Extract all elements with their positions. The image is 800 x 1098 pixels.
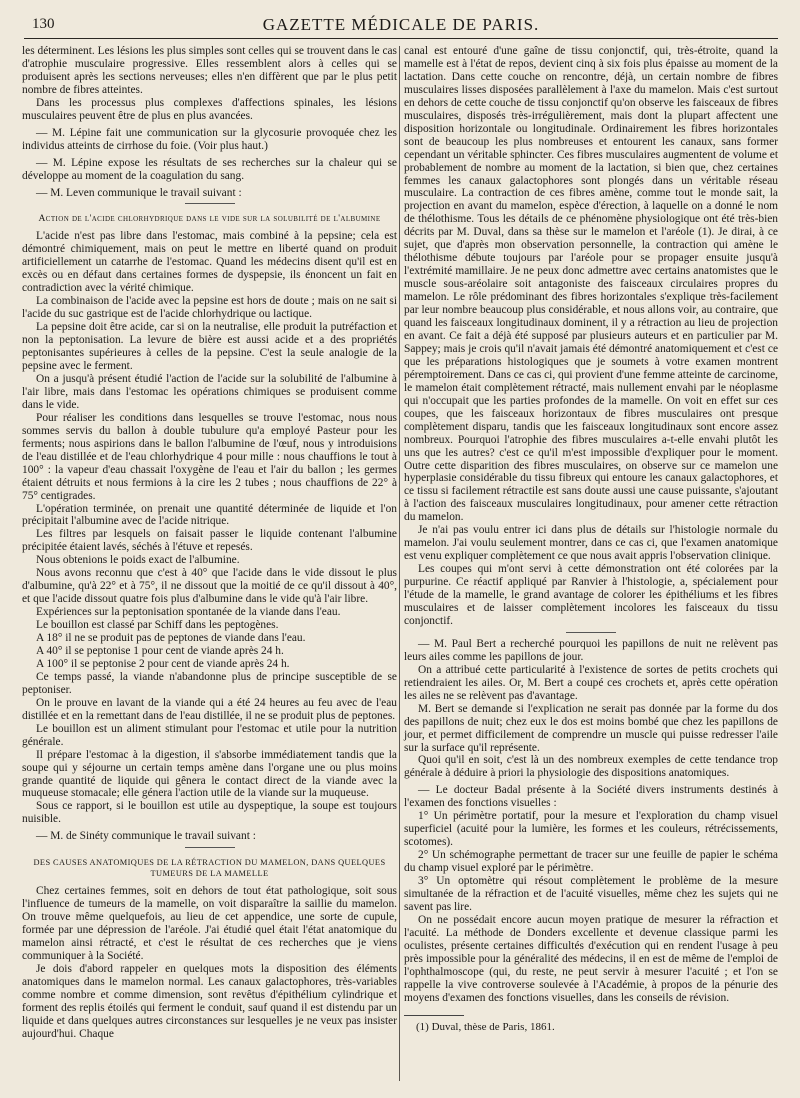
section-title: Action de l'acide chlorhydrique dans le vide sur la solubilité de l'albumine bbox=[38, 213, 381, 225]
paragraph: M. Bert se demande si l'explication ne serait pas donnée par la forme du dos des papillons de nuit; chez eux le dos est moins bombé que chez les papillons de jour, et permet difficilement de comprendre un muscle qui puisse redresser l'aile sur la surface qu'il représente. bbox=[404, 702, 778, 754]
paragraph: — M. Paul Bert a recherché pourquoi les papillons de nuit ne relèvent pas leurs ailes comme les papillons de jour. bbox=[404, 637, 778, 663]
journal-title: GAZETTE MÉDICALE DE PARIS. bbox=[262, 15, 540, 34]
separator bbox=[185, 203, 235, 204]
paragraph: On a jusqu'à présent étudié l'action de l'acide sur la solubilité de l'albumine à l'air libre, mais dans l'estomac les opérations chimiques se produisent comme dans le vide. bbox=[22, 372, 397, 411]
paragraph: Nous obtenions le poids exact de l'albumine. bbox=[36, 554, 240, 567]
left-column bbox=[22, 45, 397, 1041]
paragraph: 3° Un optomètre qui résout complètement le problème de la mesure simultanée de la réfraction et de l'acuité visuelles, même chez les sujets qui ne savent pas lire. bbox=[404, 875, 778, 913]
paragraph: 2° Un schémographe permettant de tracer sur une feuille de papier le schéma du champ visuel exploré par le périmètre. bbox=[404, 849, 778, 875]
paragraph: La pepsine doit être acide, car si on la neutralise, elle produit la putréfaction et non la peptonisation. La levure de bière est aussi acide et a des propriétés peptonisantes supérieures à celles de la pepsine. C'est la seule analogie de la pepsine avec le ferment. bbox=[22, 321, 397, 373]
paragraph: Les coupes qui m'ont servi à cette démonstration ont été colorées par la purpurine. Ce réactif appliqué par Ranvier à l'histologie, a, spécialement pour l'étude de la mamelle, le grand avantage de colorer les épithéliums et les fibres musculaires et de laisser complètement incolores les faisceaux du tissu conjonctif. bbox=[404, 563, 778, 627]
paragraph: — M. Leven communique le travail suivant : bbox=[36, 186, 242, 199]
footnote: (1) Duval, thèse de Paris, 1861. bbox=[416, 1020, 555, 1033]
paragraph: On a attribué cette particularité à l'existence de sortes de petits crochets qui retiendraient les ailes. Or, M. Bert a coupé ces crochets et, après cette opération les ailes ne se relèvent pas d'avantage. bbox=[404, 663, 778, 702]
footnote-rule bbox=[404, 1015, 464, 1016]
paragraph: Expériences sur la peptonisation spontanée de la viande dans l'eau. bbox=[36, 606, 341, 619]
separator bbox=[185, 847, 235, 848]
paragraph: Nous avons reconnu que c'est à 40° que l'acide dans le vide dissout le plus d'albumine, qu'à 22° et à 75°, il ne dissout que la moitié de ce qu'il dissout à 40°, et que l'acide dissout quatre fois plus d'albumine dans le vide qu'à l'air libre. bbox=[22, 567, 397, 606]
paragraph: Dans les processus plus complexes d'affections spinales, les lésions musculaires peuvent être de plus en plus avancées. bbox=[22, 96, 397, 122]
paragraph: L'acide n'est pas libre dans l'estomac, mais combiné à la pepsine; cela est démontré chimiquement, mais on peut le mettre en liberté quand on produit artificiellement un catarrhe de l'estomac. Quand les médecins disent qu'il est en excès ou en défaut dans certaines formes de dyspepsie, ils énoncent un fait en contradiction avec la vérité chimique. bbox=[22, 230, 397, 295]
paragraph: — M. Lépine expose les résultats de ses recherches sur la chaleur qui se développe au moment de la coagulation du sang. bbox=[22, 156, 397, 182]
paragraph: Je n'ai pas voulu entrer ici dans plus de détails sur l'histologie normale du mamelon. J'ai voulu seulement montrer, dans ce cas ci, que l'examen anatomique est venu expliquer complètement ce que nous avait appris l'observation clinique. bbox=[404, 524, 778, 563]
paragraph: Chez certaines femmes, soit en dehors de tout état pathologique, soit sous l'influence de tumeurs de la mamelle, on voit disparaître la saillie du mamelon. On trouve même quelquefois, au lieu de cet appendice, une sorte de cupule, formée par une dépression de l'aréole. J'ai étudié quel était l'état anatomique du mamelon ainsi rétracté, et c'est le résultat de ces recherches que je viens communiquer à la Société. bbox=[22, 885, 397, 963]
paragraph: — M. de Sinéty communique le travail suivant : bbox=[36, 830, 256, 843]
page-header bbox=[24, 14, 778, 39]
paragraph: Sous ce rapport, si le bouillon est utile au dyspeptique, la soupe est toujours nuisible. bbox=[22, 800, 397, 826]
right-column bbox=[404, 45, 778, 1034]
paragraph: Ce temps passé, la viande n'abandonne plus de principe susceptible de se peptoniser. bbox=[22, 670, 397, 696]
paragraph: canal est entouré d'une gaîne de tissu conjonctif, qui, très-étroite, quand la mamelle est à l'état de repos, devient cinq à six fois plus épaisse au moment de la lactation. Dans cette couche on rencontre, déjà, un certain nombre de fibres musculaires lisses disposées parallèlement à l'axe du mamelon. Mais c'est surtout en dehors de cette couche de tissu conjonctif qu'on observe les faisceaux de fibres musculaires, disposés très-irrégulièrement, mais dont la plupart affectent une disposition horizontale ou longitudinale. Ordinairement les fibres horizontales sont de beaucoup les plus nombreuses et entourent les canaux, sans former cependant un véritable sphincter. Ces fibres musculaires augmentent de volume et probablement de nombre au moment de la lactation, si bien que, chez certaines femmes les canaux galactophores sont plongés dans un véritable réseau musculaire. La contraction de ces fibres amène, comme tout le monde sait, la projection en avant du mamelon, espèce d'érection, à laquelle on a donné le nom de thélothisme. Tous les détails de ce phénomène physiologique ont été très-bien décrits par M. Duval, dans sa thèse sur le mamelon et l'aréole (1). Je dirai, à ce sujet, que d'après mon observation personnelle, la contraction qui amène le thélothisme débute toujours par l'aréole pour se propager ensuite jusqu'à l'extrémité mamillaire. Je ne peux donc admettre avec certains anatomistes que le muscle sous-aréolaire soit antagoniste des faisceaux circulaires propres du mamelon. Le rôle prédominant des fibres horizontales s'explique très-facilement par leur nombre beaucoup plus considérable, et nous allons voir, au contraire, que quand les faisceaux longitudinaux dominent, il y a rétraction au lieu de projection en avant. Ce fait a déjà été supposé par plusieurs auteurs et en particulier par M. Sappey; mais je crois qu'il n'avait jamais été démontré anatomiquement et c'est ce que les préparations histologiques que je soumets à votre examen montrent péremptoirement. Dans ce cas ci, qui provient d'une femme atteinte de carcinome, le mamelon était complètement rétracté, mais nullement envahi par le néoplasme qui n'occupait que les parties profondes de la mamelle. On voit en effet sur ces coupes, que les faisceaux horizontaux de fibres musculaires ont presque complètement disparu, tandis que les faisceaux longitudinaux sont encore assez nombreux. Pourquoi l'atrophie des fibres musculaires a-t-elle envahi plutôt les uns que les autres? c'est ce qu'il m'est impossible d'expliquer pour le moment. Outre cette disparition des fibres musculaires, on observe sur ce mamelon une hyperplasie considérable du tissu fibreux qui entoure les canaux galactophores, et ce tissu si facilement rétractile est sans doute aussi une cause puissante, s'ajoutant à l'action des faisceaux musculaires longitudinaux, pour amener cette rétraction du mamelon. bbox=[404, 45, 778, 524]
paragraph: Je dois d'abord rappeler en quelques mots la disposition des éléments anatomiques dans le mamelon normal. Les canaux galactophores, très-variables comme nombre et comme dimension, sont revêtus d'épithélium cylindrique et forment des replis étoilés qui ferment le conduit, sauf quand il est distendu par un liquide et dans quelques autres circonstances sur lesquelles je ne veux pas insister aujourd'hui. Chaque bbox=[22, 963, 397, 1040]
paragraph: les déterminent. Les lésions les plus simples sont celles qui se trouvent dans le cas d'atrophie musculaire progressive. Elles ressemblent alors à celles qui se produisent après les sections nerveuses; elles n'en diffèrent que par le plus petit nombre de fibres atteintes. bbox=[22, 45, 397, 96]
separator bbox=[566, 632, 616, 633]
page-number: 130 bbox=[32, 16, 55, 32]
paragraph: — M. Lépine fait une communication sur la glycosurie provoquée chez les individus atteints de cirrhose du foie. (Voir plus haut.) bbox=[22, 126, 397, 152]
paragraph: L'opération terminée, on prenait une quantité déterminée de liquide et l'on précipitait l'albumine avec de l'acide nitrique. bbox=[22, 502, 397, 528]
paragraph: La combinaison de l'acide avec la pepsine est hors de doute ; mais on ne sait si l'acide du suc gastrique est de l'acide chlorhydrique ou lactique. bbox=[22, 295, 397, 321]
paragraph: Le bouillon est classé par Schiff dans les peptogènes. bbox=[36, 619, 279, 632]
paragraph: 1° Un périmètre portatif, pour la mesure et l'exploration du champ visuel superficiel (acuité pour la lumière, les formes et les couleurs, rétrécissements, scotomes). bbox=[404, 810, 778, 849]
paragraph: A 100° il se peptonise 2 pour cent de viande après 24 h. bbox=[36, 657, 290, 670]
paragraph: Il prépare l'estomac à la digestion, il s'absorbe immédiatement tandis que la soupe qui y séjourne un certain temps amène dans l'organe une ou plus moins grande quantité de liquide qui gênera le contact direct de la viande avec la muqueuse stomacale; elle génera l'action utile de la viande sur la muqueuse. bbox=[22, 748, 397, 800]
paragraph: On ne possédait encore aucun moyen pratique de mesurer la réfraction et l'acuité. La méthode de Donders excellente et devenue classique parmi les oculistes, présente certaines difficultés d'exécution qui en rendent l'usage à peu près impossible pour la généralité des médecins, il en est de même de l'emploi de l'ophthalmoscope (qui, du reste, ne peut servir à mesurer l'acuité ; et l'on se rappelle la vive controverse soulevée à l'Académie, à propos de la pénurie des moyens d'examen des fonctions visuelles, dans les conseils de révision. bbox=[404, 913, 778, 1004]
paragraph: Pour réaliser les conditions dans lesquelles se trouve l'estomac, nous nous sommes servis du ballon à double tubulure qu'a employé Pasteur pour les ferments; nous aspirions dans le ballon l'albumine de l'œuf, nous y introduisions de l'eau distillée et de l'eau chlorhydrique 4 pour mille : nous chauffions le tout à 100° : la vapeur d'eau chassait l'oxygène de l'eau et l'air du ballon ; les germes étaient détruits et nous fermions à la cire les 2 tubes ; nous chauffions de 22° à 75° centigrades. bbox=[22, 411, 397, 502]
column-divider bbox=[399, 46, 400, 1081]
paragraph: A 40° il se peptonise 1 pour cent de viande après 24 h. bbox=[36, 644, 284, 657]
paragraph: — Le docteur Badal présente à la Société divers instruments destinés à l'examen des fonctions visuelles : bbox=[404, 784, 778, 810]
paragraph: On le prouve en lavant de la viande qui a été 24 heures au feu avec de l'eau distillée et en la remettant dans de l'eau distillée, il ne se produit plus de peptones. bbox=[22, 696, 397, 722]
paragraph: Le bouillon est un aliment stimulant pour l'estomac et utile pour la nutrition générale. bbox=[22, 722, 397, 748]
paragraph: Les filtres par lesquels on faisait passer le liquide contenant l'albumine précipitée étaient lavés, séchés à l'étuve et repesés. bbox=[22, 528, 397, 554]
paragraph: A 18° il ne se produit pas de peptones de viande dans l'eau. bbox=[36, 632, 306, 645]
paragraph: Quoi qu'il en soit, c'est là un des nombreux exemples de cette tendance trop générale à déduire à priori la physiologie des dispositions anatomiques. bbox=[404, 754, 778, 780]
section-title: DES CAUSES ANATOMIQUES DE LA RÉTRACTION DU MAMELON, DANS QUELQUES TUMEURS DE LA MAMELLE bbox=[33, 858, 386, 879]
